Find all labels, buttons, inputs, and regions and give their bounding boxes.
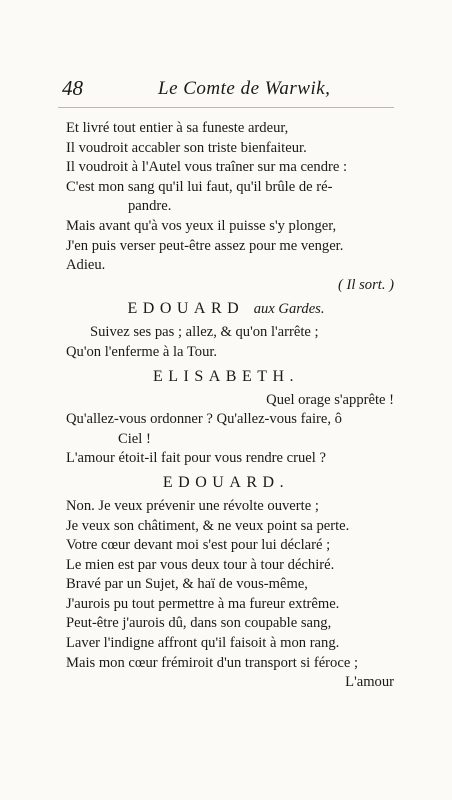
- verse-line: Et livré tout entier à sa funeste ardeur,: [66, 120, 289, 136]
- speaker-heading: [0, 295, 452, 323]
- speaker-heading: [0, 469, 452, 497]
- verse-line-right: [0, 391, 452, 411]
- verse-line: Mais avant qu'à vos yeux il puisse s'y plonger,: [66, 217, 337, 234]
- verse-line: C'est mon sang qu'il lui faut, qu'il brûle de ré-: [66, 178, 333, 195]
- verse-line: Non. Je veux prévenir une révolte ouverte ;: [66, 497, 319, 514]
- header-rule: [58, 107, 394, 108]
- page-number: 48: [62, 76, 83, 100]
- verse-line: Qu'allez-vous ordonner ? Qu'allez-vous faire, ô: [66, 411, 342, 428]
- running-title: Le Comte de Warwik,: [158, 78, 331, 99]
- verse-line-continuation: Ciel !: [118, 430, 151, 447]
- verse-line: Il voudroit à l'Autel vous traîner sur ma cendre :: [66, 159, 348, 176]
- verse-line: Bravé par un Sujet, & haï de vous-même,: [66, 576, 308, 593]
- verse-line: Votre cœur devant moi s'est pour lui déclaré ;: [66, 537, 331, 554]
- speaker-heading: [0, 363, 452, 391]
- verse-line: Le mien est par vous deux tour à tour déchiré.: [66, 556, 335, 573]
- verse-line-text: Quel orage s'apprête !: [266, 391, 394, 408]
- verse-line: Peut-être j'aurois dû, dans son coupable sang,: [66, 615, 332, 632]
- verse-line: Suivez ses pas ; allez, & qu'on l'arrête ;: [90, 324, 319, 341]
- speaker-name: EDOUARD: [127, 300, 245, 318]
- stage-direction: ( Il sort. ): [338, 276, 394, 293]
- verse-line: Il voudroit accabler son triste bienfaiteur.: [66, 139, 307, 156]
- text-body: [0, 119, 452, 693]
- verse-line: Qu'on l'enferme à la Tour.: [66, 343, 218, 360]
- speaker-name: ELISABETH.: [152, 367, 300, 385]
- page-header: [58, 76, 394, 106]
- catchword-line: [0, 673, 452, 693]
- speaker-name: EDOUARD.: [162, 473, 290, 491]
- stage-direction-line: [0, 276, 452, 296]
- verse-line: Mais mon cœur frémiroit d'un transport si féroce ;: [66, 654, 358, 671]
- speaker-direction: aux Gardes.: [253, 301, 325, 318]
- verse-line: J'en puis verser peut-être assez pour me venger.: [66, 237, 344, 254]
- verse-line: J'aurois pu tout permettre à ma fureur extrême.: [66, 595, 340, 612]
- catchword: L'amour: [345, 674, 394, 691]
- verse-line: Je veux son châtiment, & ne veux point sa perte.: [66, 517, 350, 534]
- verse-line: L'amour étoit-il fait pour vous rendre cruel ?: [66, 450, 326, 467]
- verse-line: Adieu.: [66, 257, 106, 274]
- verse-line-continuation: pandre.: [128, 198, 172, 215]
- verse-line: Laver l'indigne affront qu'il faisoit à mon rang.: [66, 635, 340, 652]
